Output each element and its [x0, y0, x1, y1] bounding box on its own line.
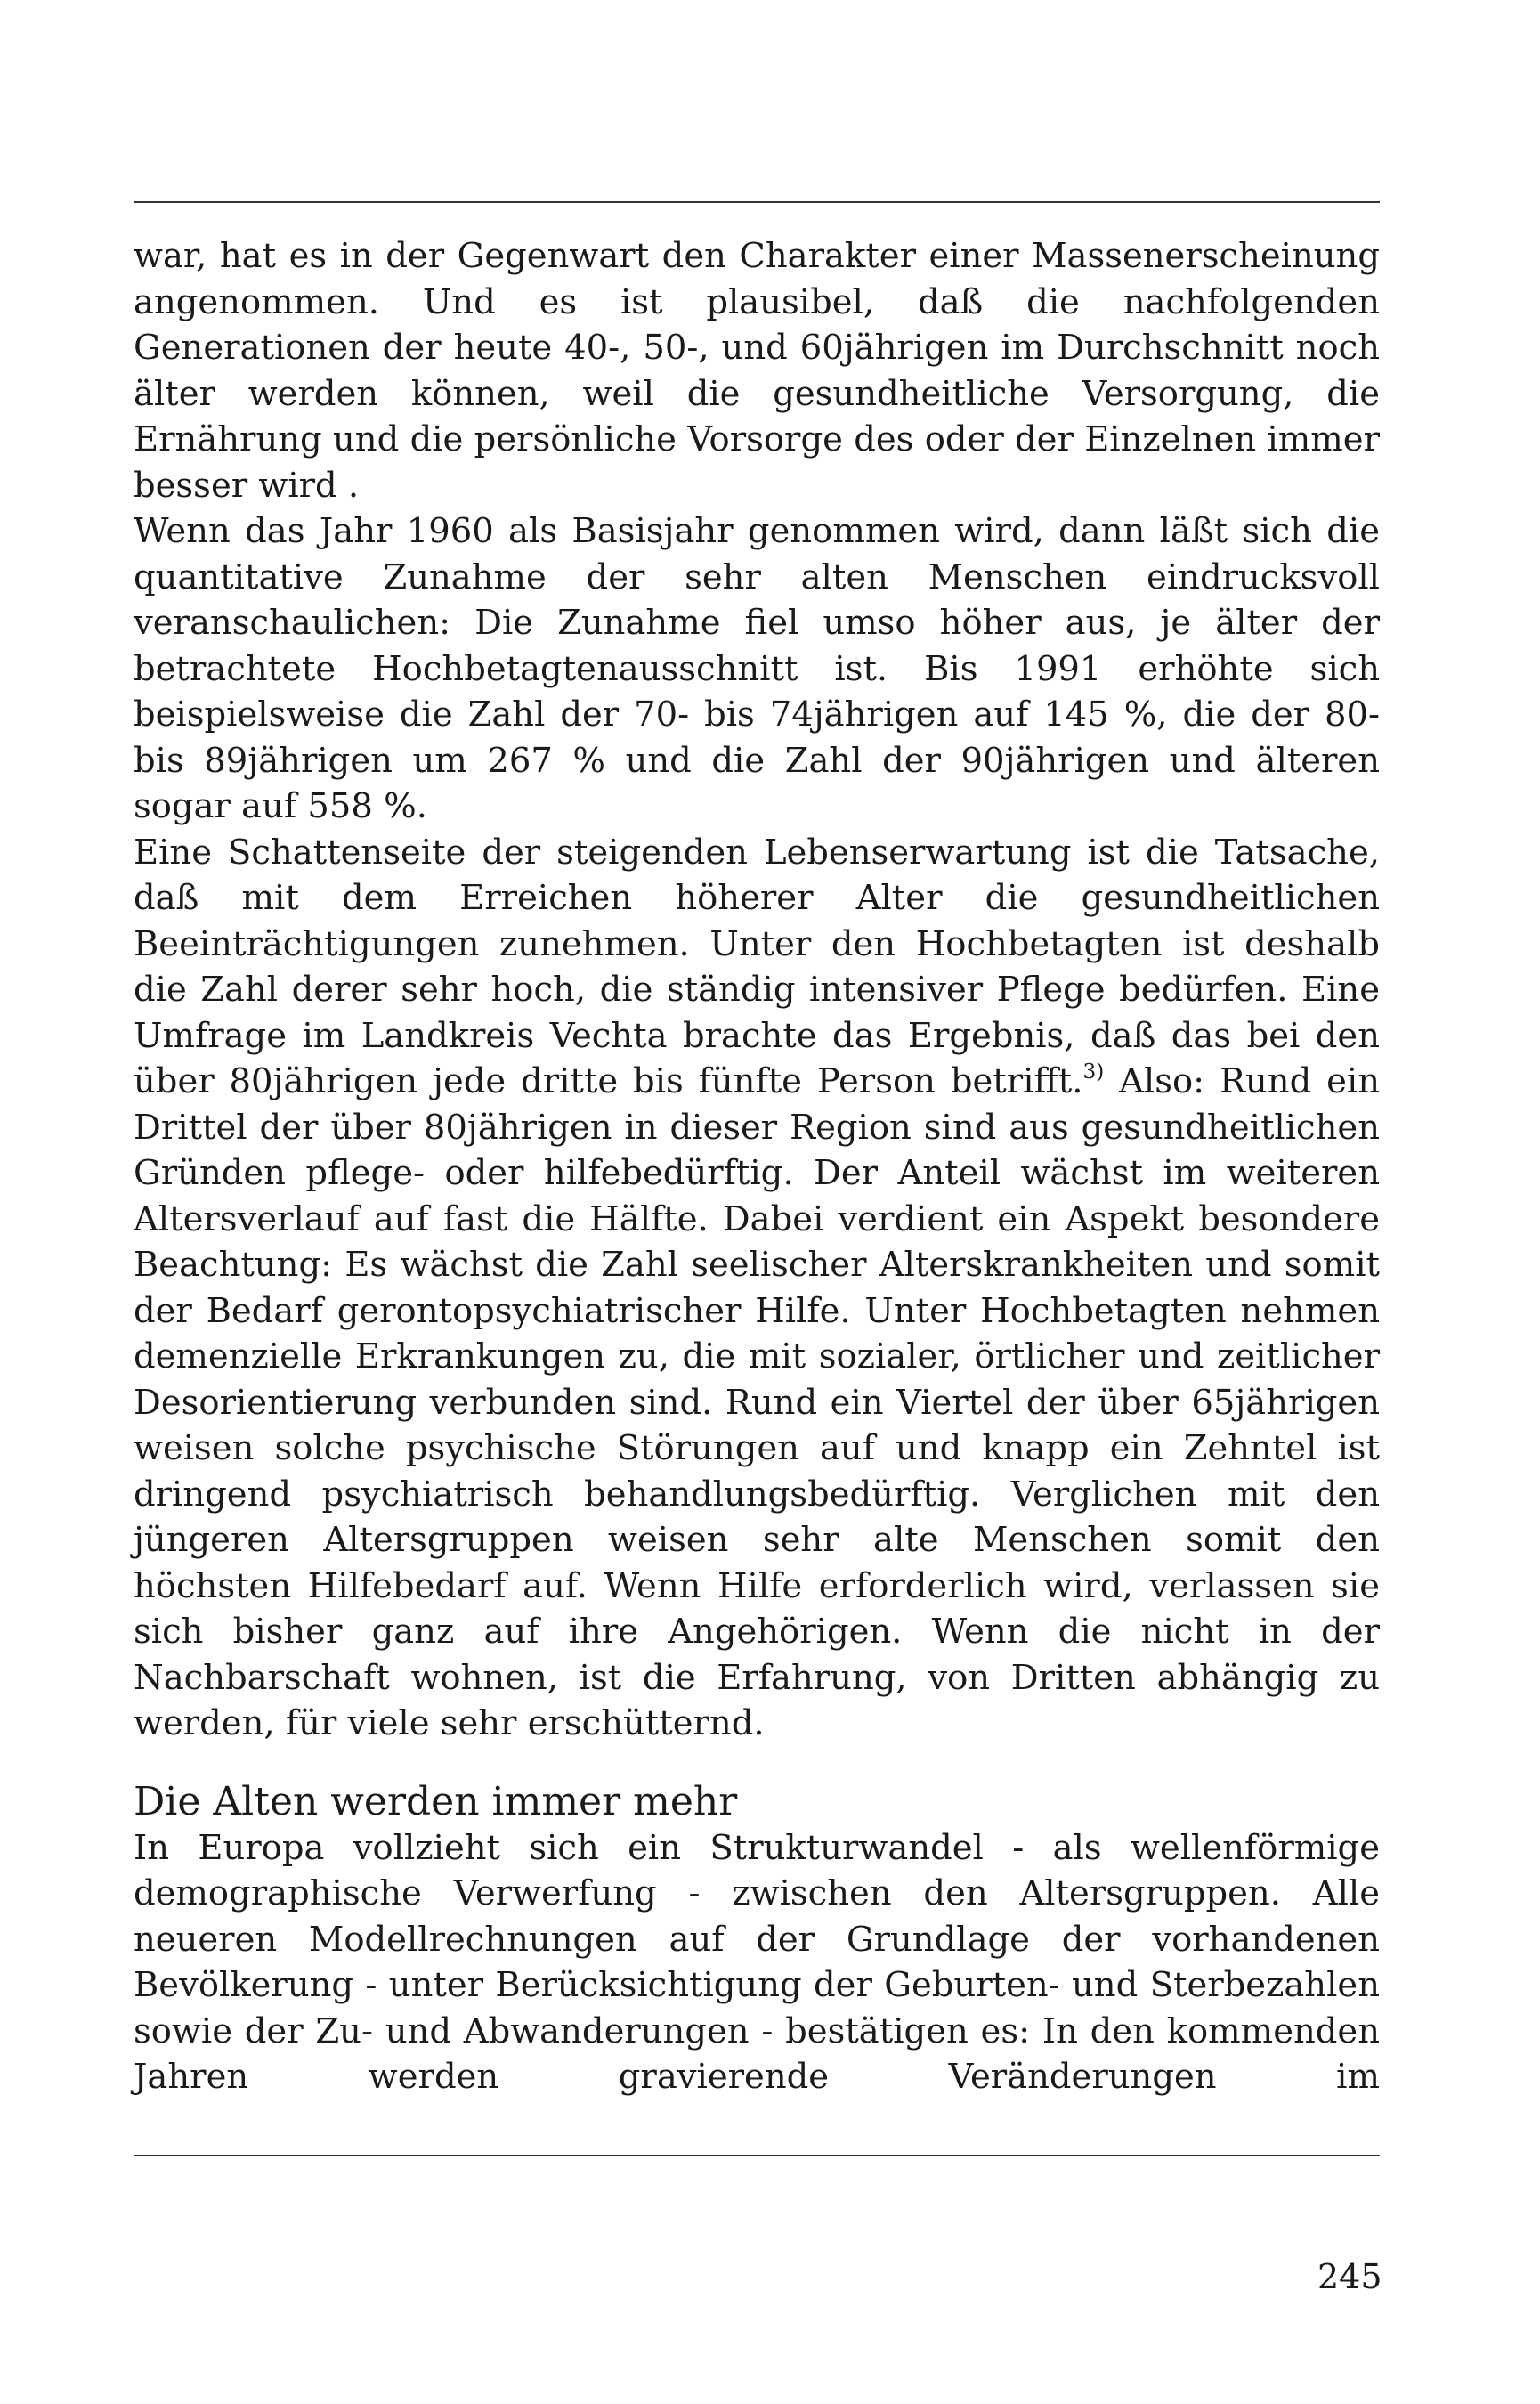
paragraph-3	[134, 830, 1380, 1747]
paragraph-3-part-b: Also: Rund ein Drittel der über 80jährigen in dieser Region sind aus gesundheitlichen Gründen pflege- oder hilfebedürftig. Der Anteil wächst im weiteren Altersverlauf auf fast die Hälfte. Dabei verdient ein Aspekt besondere Beachtung: Es wächst die Zahl seelischer Alterskrankheiten und somit der Bedarf gerontopsychiatrischer Hilfe. Unter Hochbetagten nehmen demenzielle Erkrankungen zu, die mit sozialer, örtlicher und zeitlicher Desorientierung verbunden sind. Rund ein Viertel der über 65jährigen weisen solche psychische Störungen auf und knapp ein Zehntel ist dringend psychiatrisch behandlungsbedürftig. Verglichen mit den jüngeren Altersgruppen weisen sehr alte Menschen somit den höchsten Hilfebedarf auf. Wenn Hilfe erforderlich wird, verlassen sie sich bisher ganz auf ihre Angehörigen. Wenn die nicht in der Nachbarschaft wohnen, ist die Erfahrung, von Dritten abhängig zu werden, für viele sehr erschütternd.	[134, 1061, 1380, 1743]
section-heading: Die Alten werden immer mehr	[134, 1778, 738, 1824]
footnote-marker: 3)	[1082, 1060, 1105, 1084]
paragraph-4: In Europa vollzieht sich ein Strukturwandel - als wellenförmige demographische Verwerfung - zwischen den Altersgruppen. Alle neueren Modellrechnungen auf der Grundlage der vorhandenen Bevölkerung - unter Berücksichtigung der Geburten- und Sterbezahlen sowie der Zu- und Abwanderungen - bestätigen es: In den kommenden Jahren werden gravierende Veränderungen im	[134, 1827, 1380, 2097]
paragraph-3-part-a: Eine Schattenseite der steigenden Lebenserwartung ist die Tatsache, daß mit dem Erreichen höherer Alter die gesundheitlichen Beeinträchtigungen zunehmen. Unter den Hochbetagten ist deshalb die Zahl derer sehr hoch, die ständig intensiver Pflege bedürfen. Eine Umfrage im Landkreis Vechta brachte das Ergebnis, daß das bei den über 80jährigen jede dritte bis fünfte Person betrifft.	[134, 832, 1380, 1101]
footer-rule	[134, 2155, 1380, 2156]
page-number: 245	[1317, 2257, 1382, 2296]
header-rule	[134, 201, 1380, 203]
page-body	[134, 233, 1380, 2100]
paragraph-2: Wenn das Jahr 1960 als Basisjahr genommen wird, dann läßt sich die quantitative Zunahme der sehr alten Menschen eindrucksvoll veranschaulichen: Die Zunahme fiel umso höher aus, je älter der betrachtete Hochbetagtenausschnitt ist. Bis 1991 erhöhte sich beispielsweise die Zahl der 70- bis 74jährigen auf 145 %, die der 80- bis 89jährigen um 267 % und die Zahl der 90jährigen und älteren sogar auf 558 %.	[134, 511, 1380, 826]
paragraph-1: war, hat es in der Gegenwart den Charakter einer Massenerscheinung angenommen. Und es ist plausibel, daß die nachfolgenden Generationen der heute 40-, 50-, und 60jährigen im Durchschnitt noch älter werden können, weil die gesundheitliche Versorgung, die Ernährung und die persönliche Vorsorge des oder der Einzelnen immer besser wird .	[134, 236, 1380, 506]
